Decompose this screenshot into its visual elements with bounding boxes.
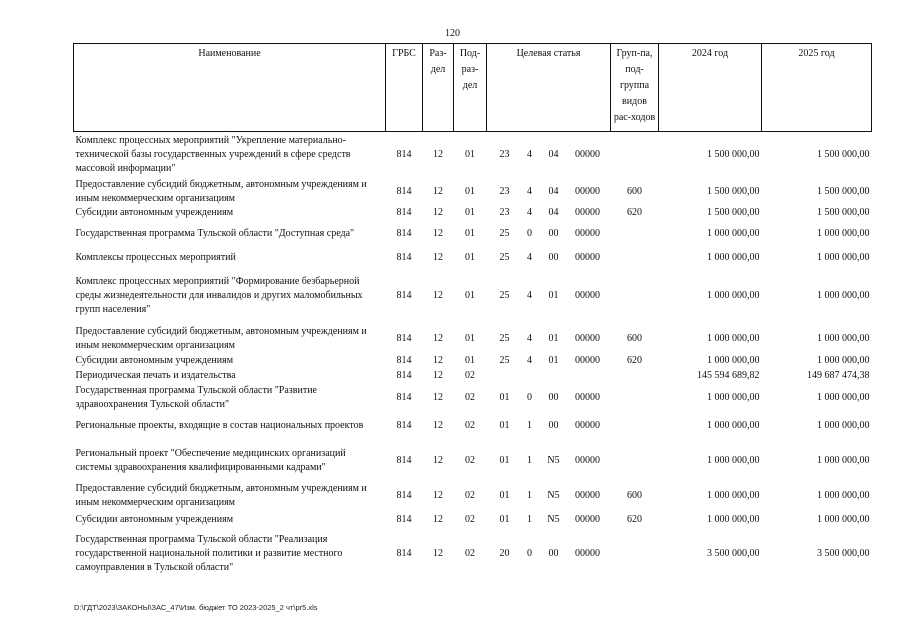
row-name: Субсидии автономным учреждениям bbox=[75, 207, 234, 218]
header-group: Груп-па, под-группа видов рас-ходов bbox=[611, 44, 659, 132]
row-target-article bbox=[487, 354, 611, 369]
target-article-part: 04 bbox=[548, 148, 559, 160]
header-name: Наименование bbox=[74, 44, 386, 132]
table-body bbox=[74, 132, 872, 578]
target-article-part: 00000 bbox=[575, 251, 600, 263]
header-grbs: ГРБС bbox=[386, 44, 423, 132]
row-name: Комплекс процессных мероприятий "Формирование безбарьерной среды жизнедеятельности для инвалидов и других маломобильных групп населения" bbox=[75, 275, 363, 315]
target-article-part: 00000 bbox=[575, 391, 600, 403]
budget-table bbox=[73, 43, 872, 578]
row-podrazdel: 01 bbox=[465, 148, 475, 160]
table-row bbox=[74, 268, 872, 324]
table-row bbox=[74, 221, 872, 248]
target-article-part: 00000 bbox=[575, 454, 600, 466]
row-name: Предоставление субсидий бюджетным, автономным учреждениям и иным некоммерческим организациям bbox=[75, 325, 367, 351]
target-article-part: 00000 bbox=[575, 228, 600, 239]
row-name: Периодическая печать и издательства bbox=[75, 370, 236, 381]
target-article-part: 01 bbox=[499, 419, 510, 431]
target-article-part: 1 bbox=[527, 489, 532, 501]
target-article-part: N5 bbox=[547, 489, 560, 501]
row-grbs: 814 bbox=[396, 148, 412, 160]
header-target: Целевая статья bbox=[487, 44, 611, 132]
row-amount-2025: 1 000 000,00 bbox=[817, 251, 870, 263]
row-amount-2024: 1 500 000,00 bbox=[707, 148, 760, 160]
row-razdel: 12 bbox=[433, 489, 443, 501]
row-grbs: 814 bbox=[396, 454, 412, 466]
row-amount-2024: 1 000 000,00 bbox=[707, 391, 760, 403]
row-target-article bbox=[487, 384, 611, 412]
row-target-article bbox=[487, 482, 611, 510]
row-target-article bbox=[487, 324, 611, 354]
row-grbs: 814 bbox=[396, 547, 412, 559]
target-article-part: 00000 bbox=[575, 355, 600, 366]
target-article-part: 4 bbox=[527, 332, 532, 344]
target-article-part: 25 bbox=[499, 289, 510, 301]
row-podrazdel: 01 bbox=[465, 251, 475, 263]
row-expense-group: 620 bbox=[627, 355, 642, 366]
row-target-article bbox=[487, 510, 611, 530]
target-article-part: 00000 bbox=[575, 419, 600, 431]
row-amount-2024: 1 500 000,00 bbox=[707, 207, 760, 218]
row-target-article bbox=[487, 132, 611, 178]
target-article-part: 01 bbox=[499, 513, 510, 525]
target-article-part: 4 bbox=[527, 148, 532, 160]
row-expense-group bbox=[611, 248, 659, 268]
file-path-footer: D:\ГДТ\2023\ЗАКОНЫ\ЗАС_47\Изм. бюджет ТО 2023-2025_2 чт\pr5.xls bbox=[74, 603, 318, 612]
target-article-part: 23 bbox=[499, 207, 510, 218]
row-amount-2024: 1 000 000,00 bbox=[707, 355, 760, 366]
row-podrazdel: 01 bbox=[465, 332, 475, 344]
row-amount-2024: 1 000 000,00 bbox=[707, 332, 760, 344]
row-amount-2024: 3 500 000,00 bbox=[707, 547, 760, 559]
row-expense-group: 620 bbox=[627, 513, 642, 525]
row-podrazdel: 01 bbox=[465, 185, 475, 197]
row-razdel: 12 bbox=[433, 289, 443, 301]
row-grbs: 814 bbox=[396, 251, 412, 263]
row-amount-2024: 1 000 000,00 bbox=[707, 419, 760, 431]
header-podrazdel: Под-раз-дел bbox=[454, 44, 487, 132]
target-article-part: 00000 bbox=[575, 489, 600, 501]
row-grbs: 814 bbox=[396, 391, 412, 403]
row-expense-group: 620 bbox=[627, 207, 642, 218]
page-number: 120 bbox=[445, 28, 460, 39]
header-2024: 2024 год bbox=[659, 44, 762, 132]
target-article-part: 04 bbox=[548, 207, 559, 218]
row-name: Государственная программа Тульской области "Развитие здравоохранения Тульской области" bbox=[75, 384, 317, 410]
row-amount-2024: 1 000 000,00 bbox=[707, 454, 760, 466]
row-grbs: 814 bbox=[396, 355, 412, 366]
row-amount-2025: 1 000 000,00 bbox=[817, 419, 870, 431]
row-podrazdel: 02 bbox=[465, 513, 475, 525]
row-name: Субсидии автономным учреждениям bbox=[75, 355, 234, 366]
row-expense-group bbox=[611, 221, 659, 248]
target-article-part: 00000 bbox=[575, 547, 600, 559]
table-row bbox=[74, 248, 872, 268]
row-expense-group bbox=[611, 440, 659, 482]
target-article-part: 01 bbox=[548, 289, 559, 301]
target-article-part: 25 bbox=[499, 251, 510, 263]
target-article-part: 0 bbox=[527, 228, 532, 239]
row-podrazdel: 01 bbox=[465, 228, 475, 239]
target-article-part: 4 bbox=[527, 207, 532, 218]
row-target-article bbox=[487, 248, 611, 268]
header-razdel: Раз-дел bbox=[423, 44, 454, 132]
row-expense-group: 600 bbox=[627, 185, 642, 197]
row-razdel: 12 bbox=[433, 370, 443, 381]
target-article-part: 00000 bbox=[575, 289, 600, 301]
row-name: Региональные проекты, входящие в состав национальных проектов bbox=[75, 419, 364, 431]
target-article-part: 23 bbox=[499, 148, 510, 160]
row-razdel: 12 bbox=[433, 332, 443, 344]
target-article-part: 01 bbox=[499, 489, 510, 501]
table-row bbox=[74, 440, 872, 482]
header-row bbox=[74, 44, 872, 132]
row-expense-group: 600 bbox=[627, 332, 642, 344]
target-article-part: 04 bbox=[548, 185, 559, 197]
row-name: Предоставление субсидий бюджетным, автономным учреждениям и иным некоммерческим организациям bbox=[75, 178, 367, 204]
target-article-part: 00 bbox=[548, 419, 559, 431]
row-grbs: 814 bbox=[396, 370, 412, 381]
target-article-part: 4 bbox=[527, 185, 532, 197]
row-amount-2024: 145 594 689,82 bbox=[697, 370, 760, 381]
row-grbs: 814 bbox=[396, 332, 412, 344]
row-razdel: 12 bbox=[433, 391, 443, 403]
row-razdel: 12 bbox=[433, 207, 443, 218]
row-expense-group: 600 bbox=[627, 489, 642, 501]
table-row bbox=[74, 324, 872, 354]
row-name: Субсидии автономным учреждениям bbox=[75, 513, 234, 525]
row-name: Комплекс процессных мероприятий "Укрепление материально-технической базы государственных учреждений в сфере средств массовой информации" bbox=[75, 134, 351, 174]
row-razdel: 12 bbox=[433, 419, 443, 431]
row-razdel: 12 bbox=[433, 148, 443, 160]
row-grbs: 814 bbox=[396, 513, 412, 525]
target-article-part: 01 bbox=[499, 454, 510, 466]
row-razdel: 12 bbox=[433, 185, 443, 197]
row-amount-2025: 1 000 000,00 bbox=[817, 513, 870, 525]
row-amount-2025: 1 500 000,00 bbox=[817, 207, 870, 218]
row-amount-2024: 1 000 000,00 bbox=[707, 513, 760, 525]
row-expense-group bbox=[611, 530, 659, 578]
row-podrazdel: 02 bbox=[465, 391, 475, 403]
row-expense-group bbox=[611, 384, 659, 412]
row-grbs: 814 bbox=[396, 419, 412, 431]
target-article-part: 01 bbox=[548, 332, 559, 344]
row-razdel: 12 bbox=[433, 547, 443, 559]
row-amount-2025: 1 000 000,00 bbox=[817, 228, 870, 239]
target-article-part: 0 bbox=[527, 391, 532, 403]
table-row bbox=[74, 354, 872, 369]
target-article-part: 01 bbox=[499, 391, 510, 403]
row-podrazdel: 02 bbox=[465, 489, 475, 501]
table-row bbox=[74, 510, 872, 530]
target-article-part: 00 bbox=[548, 547, 559, 559]
row-podrazdel: 02 bbox=[465, 419, 475, 431]
row-razdel: 12 bbox=[433, 513, 443, 525]
target-article-part: 00000 bbox=[575, 332, 600, 344]
row-grbs: 814 bbox=[396, 228, 412, 239]
target-article-part: 25 bbox=[499, 355, 510, 366]
row-grbs: 814 bbox=[396, 289, 412, 301]
row-razdel: 12 bbox=[433, 228, 443, 239]
target-article-part: 4 bbox=[527, 355, 532, 366]
row-name: Комплексы процессных мероприятий bbox=[75, 251, 236, 263]
row-amount-2024: 1 000 000,00 bbox=[707, 228, 760, 239]
target-article-part: 01 bbox=[548, 355, 559, 366]
row-podrazdel: 01 bbox=[465, 207, 475, 218]
row-podrazdel: 01 bbox=[465, 355, 475, 366]
row-expense-group bbox=[611, 369, 659, 384]
table-row bbox=[74, 482, 872, 510]
row-podrazdel: 02 bbox=[465, 454, 475, 466]
header-2025: 2025 год bbox=[762, 44, 872, 132]
target-article-part: 25 bbox=[499, 228, 510, 239]
row-amount-2024: 1 000 000,00 bbox=[707, 289, 760, 301]
row-amount-2025: 1 000 000,00 bbox=[817, 289, 870, 301]
table-row bbox=[74, 530, 872, 578]
row-amount-2025: 149 687 474,38 bbox=[807, 370, 870, 381]
row-amount-2025: 1 000 000,00 bbox=[817, 489, 870, 501]
row-target-article bbox=[487, 369, 611, 384]
target-article-part: 00000 bbox=[575, 207, 600, 218]
row-razdel: 12 bbox=[433, 251, 443, 263]
target-article-part: 4 bbox=[527, 251, 532, 263]
row-amount-2024: 1 000 000,00 bbox=[707, 489, 760, 501]
target-article-part: 25 bbox=[499, 332, 510, 344]
row-target-article bbox=[487, 440, 611, 482]
row-target-article bbox=[487, 178, 611, 206]
target-article-part: 1 bbox=[527, 454, 532, 466]
target-article-part: N5 bbox=[547, 454, 560, 466]
table-row bbox=[74, 412, 872, 440]
table-row bbox=[74, 178, 872, 206]
table-row bbox=[74, 132, 872, 178]
table-row bbox=[74, 206, 872, 221]
row-amount-2025: 1 000 000,00 bbox=[817, 454, 870, 466]
row-target-article bbox=[487, 206, 611, 221]
row-podrazdel: 01 bbox=[465, 289, 475, 301]
target-article-part: 00 bbox=[548, 391, 559, 403]
target-article-part: 20 bbox=[499, 547, 510, 559]
row-target-article bbox=[487, 412, 611, 440]
target-article-part: 00000 bbox=[575, 185, 600, 197]
row-razdel: 12 bbox=[433, 454, 443, 466]
row-grbs: 814 bbox=[396, 185, 412, 197]
row-expense-group bbox=[611, 132, 659, 178]
row-name: Государственная программа Тульской области "Доступная среда" bbox=[75, 228, 355, 239]
row-target-article bbox=[487, 530, 611, 578]
table-row bbox=[74, 369, 872, 384]
row-amount-2025: 1 000 000,00 bbox=[817, 332, 870, 344]
row-amount-2024: 1 000 000,00 bbox=[707, 251, 760, 263]
target-article-part: 4 bbox=[527, 289, 532, 301]
row-amount-2025: 1 000 000,00 bbox=[817, 355, 870, 366]
row-grbs: 814 bbox=[396, 207, 412, 218]
row-expense-group bbox=[611, 268, 659, 324]
row-target-article bbox=[487, 221, 611, 248]
target-article-part: 00 bbox=[548, 228, 559, 239]
target-article-part: 00000 bbox=[575, 513, 600, 525]
row-target-article bbox=[487, 268, 611, 324]
row-amount-2025: 1 500 000,00 bbox=[817, 185, 870, 197]
row-grbs: 814 bbox=[396, 489, 412, 501]
row-podrazdel: 02 bbox=[465, 547, 475, 559]
row-razdel: 12 bbox=[433, 355, 443, 366]
row-name: Предоставление субсидий бюджетным, автономным учреждениям и иным некоммерческим организациям bbox=[75, 482, 367, 508]
target-article-part: 00000 bbox=[575, 148, 600, 160]
target-article-part: N5 bbox=[547, 513, 560, 525]
target-article-part: 00 bbox=[548, 251, 559, 263]
target-article-part: 1 bbox=[527, 513, 532, 525]
row-podrazdel: 02 bbox=[465, 370, 475, 381]
table-row bbox=[74, 384, 872, 412]
target-article-part: 23 bbox=[499, 185, 510, 197]
row-name: Региональный проект "Обеспечение медицинских организаций системы здравоохранения квалифицированными кадрами" bbox=[75, 447, 346, 473]
row-amount-2025: 3 500 000,00 bbox=[817, 547, 870, 559]
target-article-part: 1 bbox=[527, 419, 532, 431]
row-name: Государственная программа Тульской области "Реализация государственной национальной политики и развитие местного самоуправления в Тульской области" bbox=[75, 533, 343, 573]
row-amount-2025: 1 500 000,00 bbox=[817, 148, 870, 160]
row-expense-group bbox=[611, 412, 659, 440]
row-amount-2025: 1 000 000,00 bbox=[817, 391, 870, 403]
target-article-part: 0 bbox=[527, 547, 532, 559]
row-amount-2024: 1 500 000,00 bbox=[707, 185, 760, 197]
